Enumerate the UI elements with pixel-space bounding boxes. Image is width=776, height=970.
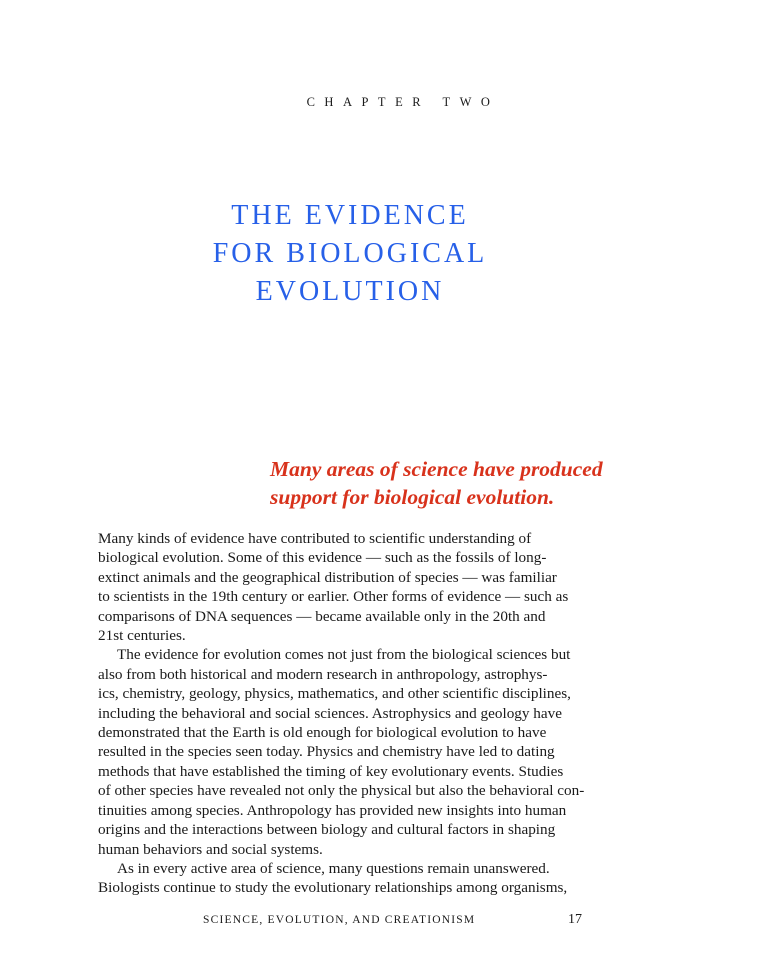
chapter-title — [0, 197, 700, 311]
body-line: Biologists continue to study the evolutionary relationships among organisms, — [98, 879, 568, 897]
body-line: comparisons of DNA sequences — became available only in the 20th and — [98, 607, 546, 625]
pull-quote-line: Many areas of science have produced — [270, 457, 603, 481]
title-line: THE EVIDENCE — [231, 200, 469, 231]
body-line: resulted in the species seen today. Physics and chemistry have led to dating — [98, 743, 555, 761]
body-line: methods that have established the timing of key evolutionary events. Studies — [98, 762, 564, 780]
body-line: As in every active area of science, many questions remain unanswered. — [117, 859, 550, 877]
body-line: ics, chemistry, geology, physics, mathematics, and other scientific disciplines, — [98, 685, 571, 703]
body-line: Many kinds of evidence have contributed to scientific understanding of — [98, 530, 532, 547]
running-footer: SCIENCE, EVOLUTION, AND CREATIONISM — [203, 914, 476, 926]
pull-quote-line: support for biological evolution. — [270, 485, 555, 509]
pull-quote — [270, 455, 603, 511]
chapter-label: CHAPTER TWO — [306, 95, 500, 109]
body-line: also from both historical and modern research in anthropology, astrophys- — [98, 665, 548, 683]
body-line: demonstrated that the Earth is old enough for biological evolution to have — [98, 724, 547, 742]
body-line: to scientists in the 19th century or earlier. Other forms of evidence — such as — [98, 588, 569, 606]
body-line: extinct animals and the geographical distribution of species — was familiar — [98, 568, 557, 586]
title-line: EVOLUTION — [255, 276, 445, 307]
title-line: FOR BIOLOGICAL — [212, 238, 488, 269]
body-line: biological evolution. Some of this evidence — such as the fossils of long- — [98, 549, 547, 567]
body-line: The evidence for evolution comes not just from the biological sciences but — [117, 646, 571, 664]
body-text — [98, 529, 584, 898]
body-line: 21st centuries. — [98, 627, 186, 645]
body-line: of other species have revealed not only the physical but also the behavioral con- — [98, 782, 585, 800]
body-line: origins and the interactions between biology and cultural factors in shaping — [98, 821, 556, 839]
body-line: tinuities among species. Anthropology has provided new insights into human — [98, 801, 567, 819]
body-line: including the behavioral and social sciences. Astrophysics and geology have — [98, 704, 562, 722]
body-line: human behaviors and social systems. — [98, 840, 323, 858]
page-number: 17 — [568, 912, 582, 927]
